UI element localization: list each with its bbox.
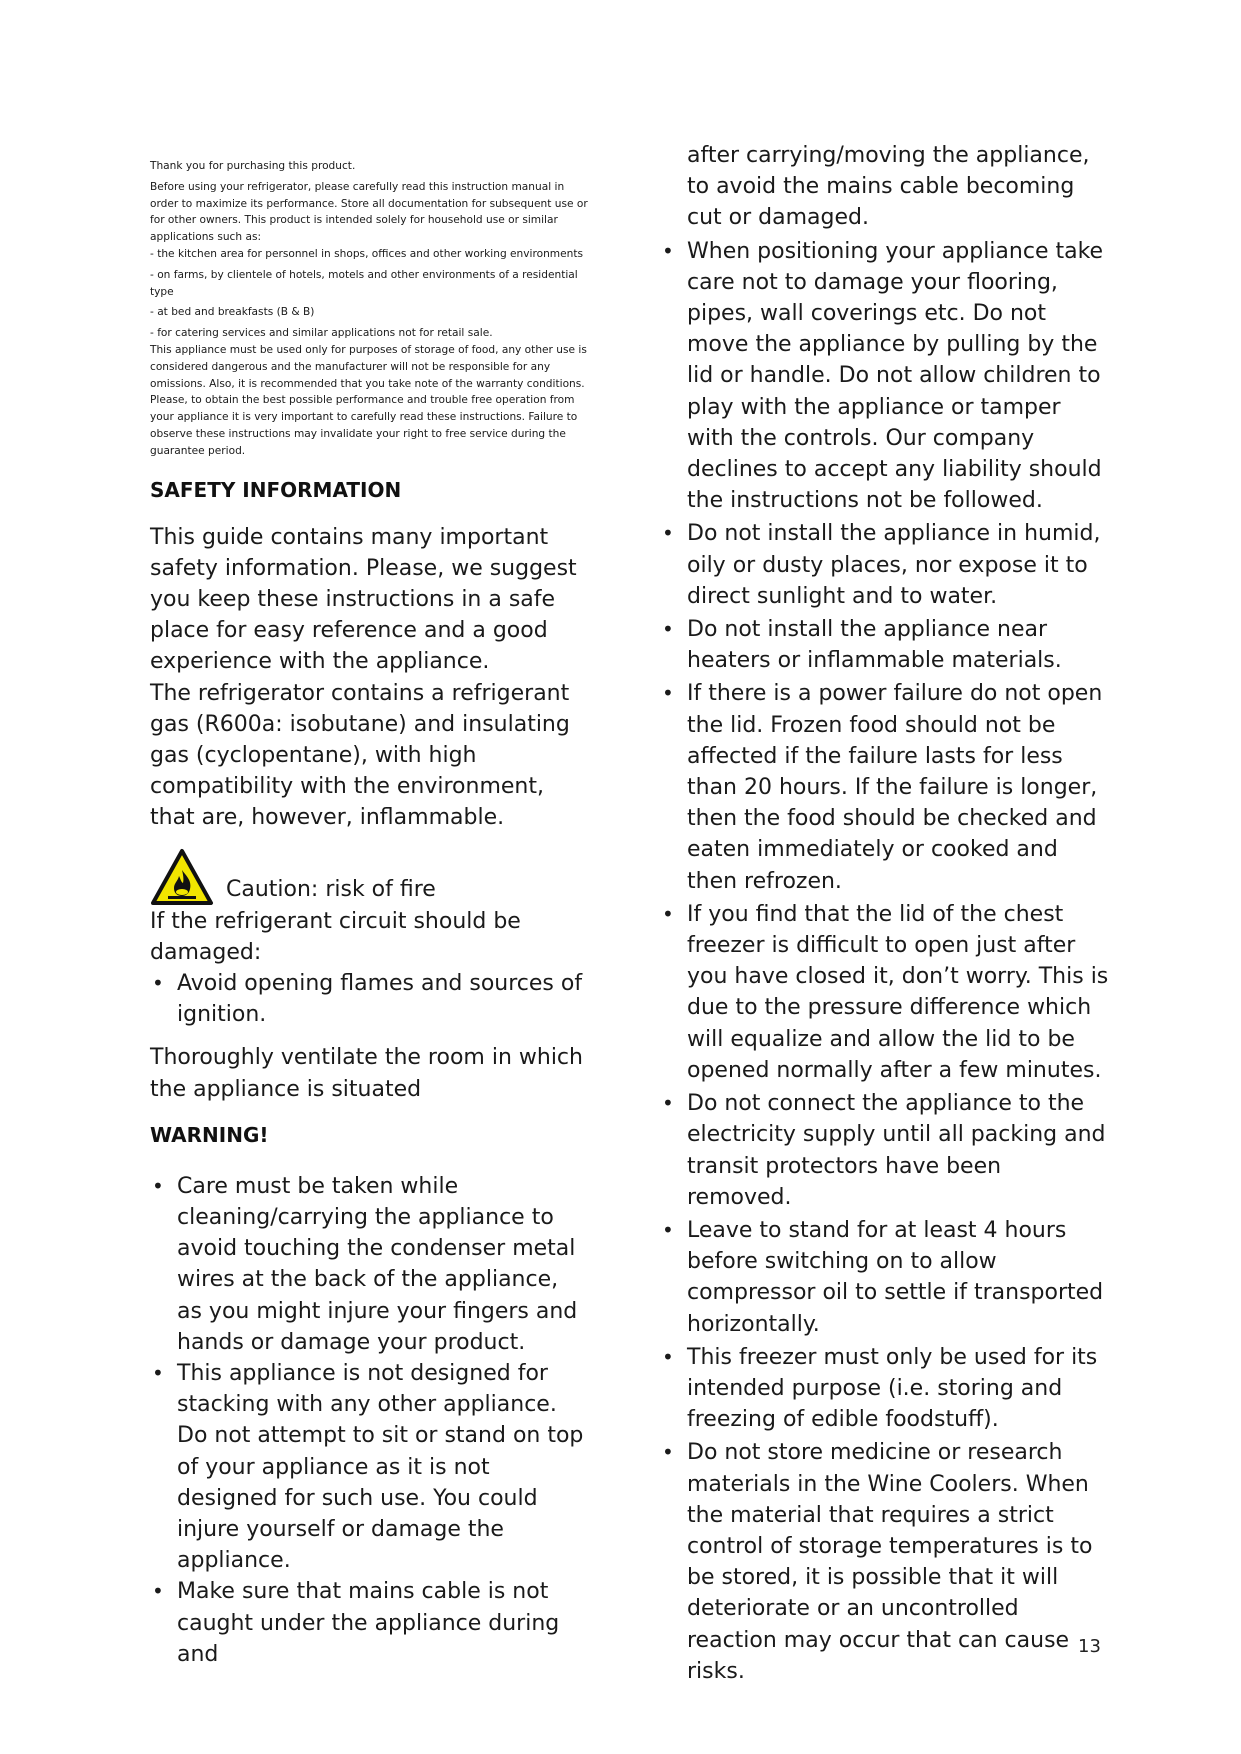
list-item: • When positioning your appliance take care not to damage your flooring, pipes, wall coverings etc. Do not move the appliance by pulling by the lid or handle. Do not allow children to play with the appliance or tamper with the controls. Our company declines to accept any liability should the instructions not be followed. [660, 236, 1110, 517]
list-item: • Make sure that mains cable is not caught under the appliance during and [150, 1576, 590, 1670]
safety-heading: SAFETY INFORMATION [150, 477, 402, 502]
list-item: • Do not store medicine or research materials in the Wine Coolers. When the material that requires a strict control of storage temperatures is to be stored, it is possible that it will deteriorate or an uncontrolled reaction may occur that can cause risks. [660, 1437, 1110, 1687]
intro-block [150, 158, 590, 460]
warning-heading: WARNING! [150, 1122, 269, 1147]
page-number: 13 [1078, 1636, 1101, 1657]
list-item: • Do not install the appliance near heaters or inflammable materials. [660, 614, 1110, 676]
fire-warning-icon [150, 848, 214, 906]
list-item: • If you find that the lid of the chest freezer is difficult to open just after you have closed it, don’t worry. This is due to the pressure difference which will equalize and allow the lid to be opened normally after a few minutes. [660, 899, 1110, 1086]
safety-body [150, 522, 590, 1105]
intro-item: - at bed and breakfasts (B & B) [150, 306, 315, 319]
list-item: • This appliance is not designed for stacking with any other appliance. Do not attempt to sit or stand on top of your appliance as it is not designed for such use. You could injure yourself or damage the appliance. [150, 1358, 590, 1576]
list-item: • Care must be taken while cleaning/carrying the appliance to avoid touching the condenser metal wires at the back of the appliance, as you might injure your fingers and hands or damage your product. [150, 1171, 590, 1358]
list-item: • Leave to stand for at least 4 hours before switching on to allow compressor oil to settle if transported horizontally. [660, 1215, 1110, 1340]
safety-paragraph: This guide contains many important safety information. Please, we suggest you keep these instructions in a safe place for easy reference and a good experience with the appliance. [150, 524, 577, 675]
right-column [660, 140, 1110, 1687]
intro-thanks: Thank you for purchasing this product. [150, 160, 356, 172]
list-item: • Do not connect the appliance to the electricity supply until all packing and transit protectors have been removed. [660, 1088, 1110, 1213]
intro-item: - for catering services and similar applications not for retail sale. [150, 327, 493, 340]
list-item: • If there is a power failure do not open the lid. Frozen food should not be affected if the failure lasts for less than 20 hours. If the failure is longer, then the food should be checked and eaten immediately or cooked and then refrozen. [660, 678, 1110, 896]
intro-closing: This appliance must be used only for purposes of storage of food, any other use is considered dangerous and the manufacturer will not be responsible for any omissions. Also, it is recommended that you take note of the warranty conditions. Please, to obtain the best possible performance and trouble free operation from your appliance it is very important to carefully read these instructions. Failure to observe these instructions may invalidate your right to free service during the guarantee period. [150, 343, 587, 457]
ventilate-text: Thoroughly ventilate the room in which the appliance is situated [150, 1045, 583, 1102]
list-item: • Do not install the appliance in humid, oily or dusty places, nor expose it to direct sunlight and to water. [660, 518, 1110, 612]
circuit-text: If the refrigerant circuit should be damaged: [150, 908, 521, 965]
continuation-text: after carrying/moving the appliance, to avoid the mains cable becoming cut or damaged. [687, 143, 1090, 231]
left-column [150, 158, 590, 1670]
caution-text: Caution: risk of fire [226, 877, 436, 903]
refrigerant-paragraph: The refrigerator contains a refrigerant gas (R600a: isobutane) and insulating gas (cyclopentane), with high compatibility with the environment, that are, however, inflammable. [150, 680, 570, 831]
circuit-bullets [150, 968, 590, 1030]
intro-item: - on farms, by clientele of hotels, motels and other environments of a residential type [150, 268, 578, 298]
list-item: • Avoid opening flames and sources of ignition. [150, 968, 590, 1030]
warning-bullets [150, 1171, 590, 1670]
list-item: • This freezer must only be used for its intended purpose (i.e. storing and freezing of edible foodstuff). [660, 1342, 1110, 1436]
caution-row [150, 848, 590, 906]
intro-paragraph: Before using your refrigerator, please carefully read this instruction manual in order to maximize its performance. Store all documentation for subsequent use or for other owners. This product is intended solely for household use or similar applications such as: [150, 180, 588, 244]
right-bullets [660, 236, 1110, 1687]
intro-item: - the kitchen area for personnel in shops, offices and other working environments [150, 247, 584, 260]
